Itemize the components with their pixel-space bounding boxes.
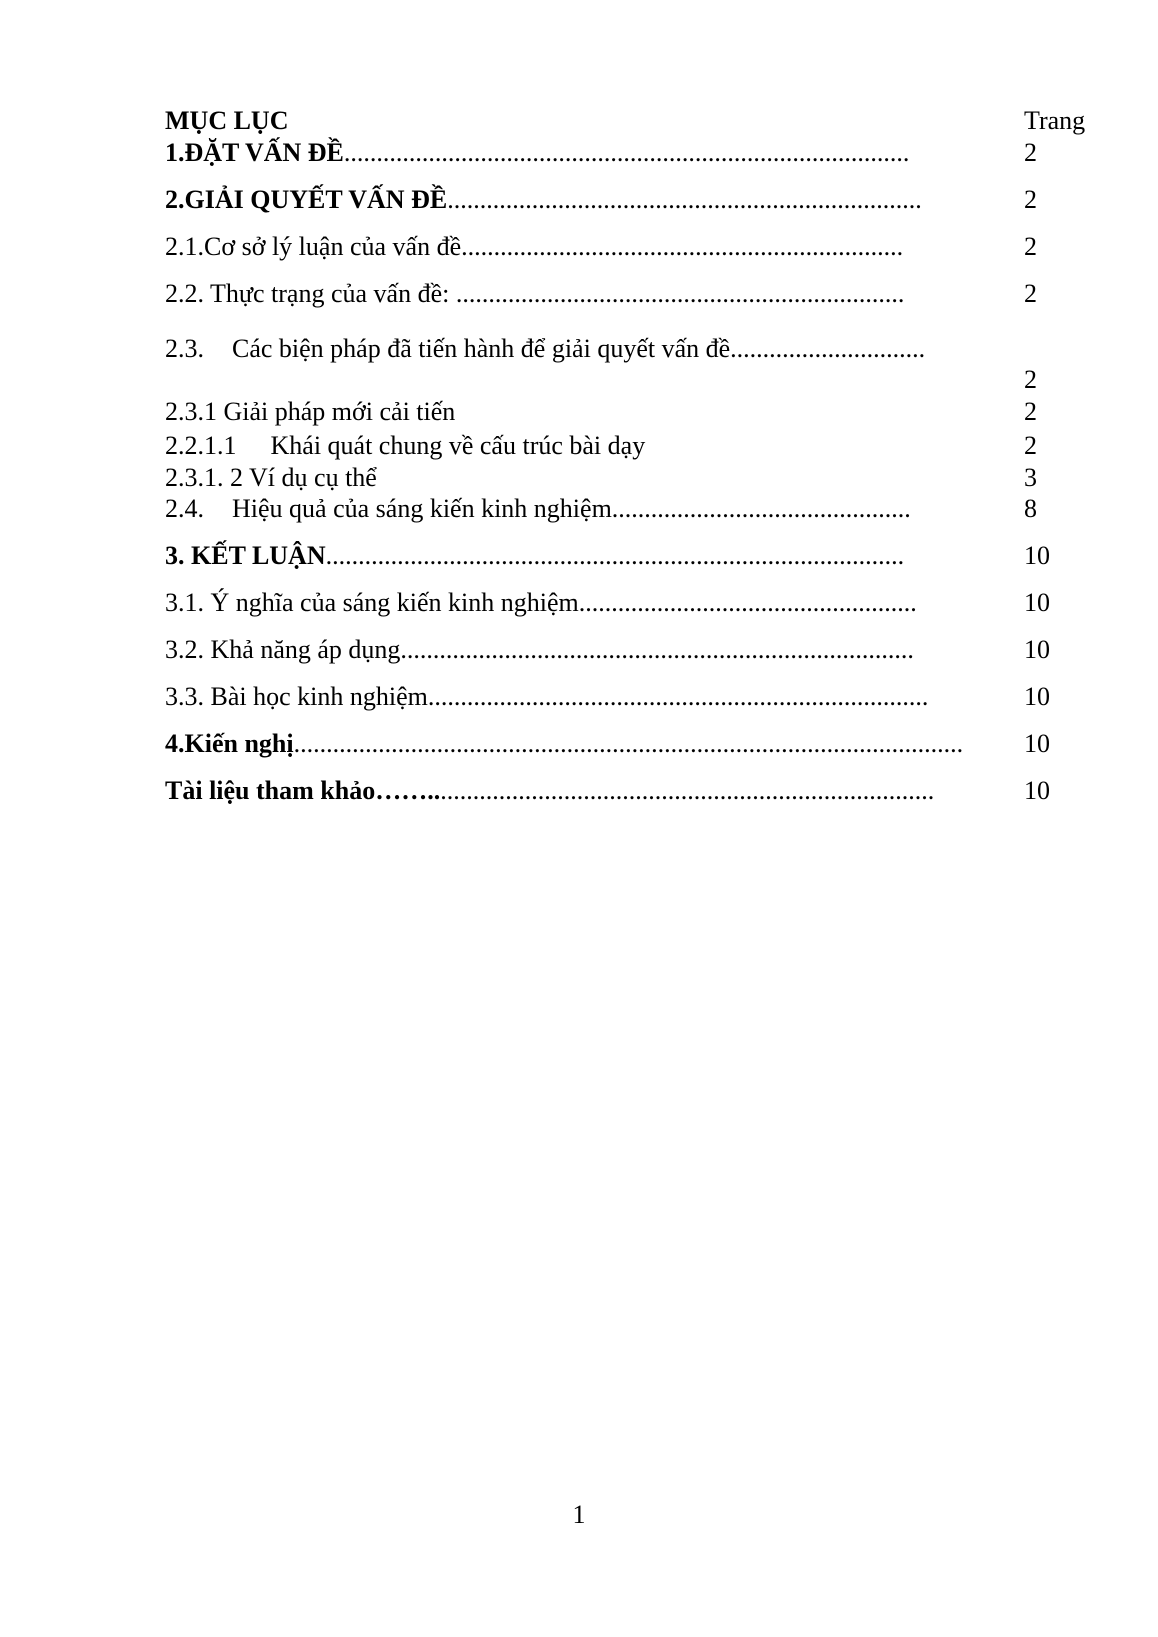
toc-entry (165, 232, 903, 262)
toc-entry (165, 635, 914, 665)
toc-entry-leader: .................................................................... (461, 232, 904, 261)
toc-entry-label: KẾT LUẬN (191, 541, 326, 570)
toc-entry-page: 10 (1024, 776, 1050, 805)
toc-entry-number: 3.2. (165, 635, 204, 664)
toc-entry-page: 10 (1024, 588, 1050, 617)
toc-entry-label: Kiến nghị (184, 729, 294, 758)
toc-entry-leader: ....................................................................................... (343, 138, 910, 167)
toc-entry (165, 494, 911, 524)
toc-entry-page: 2 (1024, 138, 1037, 167)
toc-entry-label: Cơ sở lý luận của vấn đề (204, 232, 462, 261)
toc-entry (165, 431, 645, 461)
toc-entry-page: 10 (1024, 682, 1050, 711)
toc-entry-label: Bài học kinh nghiệm (204, 682, 428, 711)
toc-entry-label: Giải pháp mới cải tiến (217, 397, 456, 426)
toc-entry-page: 2 (1024, 232, 1037, 261)
toc-entry (165, 729, 963, 759)
toc-entry-number: 3.3. (165, 682, 204, 711)
toc-entry-label: Ý nghĩa của sáng kiến kinh nghiệm (204, 588, 579, 617)
toc-entry-leader: ......................................................................................... (325, 541, 905, 570)
toc-entry-leader: ..................................................................... (455, 279, 905, 308)
toc-entry-number: 2.4. (165, 494, 204, 523)
toc-entry-page: 2 (1024, 279, 1037, 308)
toc-entry-label: GIẢI QUYẾT VẤN ĐỀ (184, 185, 448, 214)
toc-entry-label: Ví dụ cụ thể (243, 463, 377, 492)
toc-entry-number: 2.2.1.1 (165, 431, 237, 460)
toc-entry-label: Tài liệu tham khảo…….. (165, 776, 441, 805)
toc-entry-page: 10 (1024, 635, 1050, 664)
toc-entry-page: 2 (1024, 431, 1037, 460)
toc-entry-number: 2. (165, 185, 185, 214)
toc-entry-number: 2.3.1. 2 (165, 463, 243, 492)
toc-entry-number: 3.1. (165, 588, 204, 617)
toc-entry-label: Thực trạng của vấn đề: (204, 279, 456, 308)
toc-entry (165, 334, 925, 364)
toc-entry-page: 8 (1024, 494, 1037, 523)
toc-entry (165, 185, 922, 215)
toc-entry-page: 2 (1024, 185, 1037, 214)
toc-entry-leader: ............................................................................. (427, 682, 929, 711)
toc-entry-leader: ............................................................................... (400, 635, 914, 664)
toc-entry-leader: .............................................. (611, 494, 911, 523)
toc-entry-number: 4. (165, 729, 185, 758)
toc-entry-label: Khái quát chung về cấu trúc bài dạy (270, 431, 646, 460)
toc-entry-label: Hiệu quả của sáng kiến kinh nghiệm (232, 494, 612, 523)
toc-entry-leader: ....................................................................................................... (293, 729, 964, 758)
toc-entry-page: 3 (1024, 463, 1037, 492)
toc-entry (165, 463, 377, 493)
toc-entry (165, 588, 917, 618)
toc-entry-label: ĐẶT VẤN ĐỀ (184, 138, 344, 167)
toc-entry (165, 138, 909, 168)
toc-entry-leader: ............................................................................ (440, 776, 935, 805)
toc-entry (165, 397, 455, 427)
toc-entry-number: 3. (165, 541, 191, 570)
toc-entry (165, 776, 934, 806)
toc-entry-leader: .................................................... (578, 588, 917, 617)
toc-entry (165, 682, 928, 712)
toc-title: MỤC LỤC (165, 106, 289, 135)
toc-entry-label: Khả năng áp dụng (204, 635, 401, 664)
toc-entry-page: 10 (1024, 729, 1050, 758)
toc-entry-number: 2.3. (165, 334, 204, 363)
toc-entry-label: Các biện pháp đã tiến hành để giải quyết vấn đề (232, 334, 731, 363)
page-number: 1 (572, 1500, 586, 1529)
toc-page-header: Trang (1024, 106, 1086, 135)
toc-entry-leader: .............................. (730, 334, 926, 363)
toc-entry-number: 1. (165, 138, 185, 167)
toc-entry-number: 2.3.1 (165, 397, 217, 426)
toc-entry-number: 2.1. (165, 232, 204, 261)
toc-entry-page: 10 (1024, 541, 1050, 570)
toc-entry-number: 2.2. (165, 279, 204, 308)
toc-entry-page: 2 (1024, 397, 1037, 426)
toc-entry (165, 279, 904, 309)
toc-entry (165, 541, 904, 571)
toc-entry-leader: ......................................................................... (447, 185, 922, 214)
toc-entry-page: 2 (1024, 365, 1037, 394)
